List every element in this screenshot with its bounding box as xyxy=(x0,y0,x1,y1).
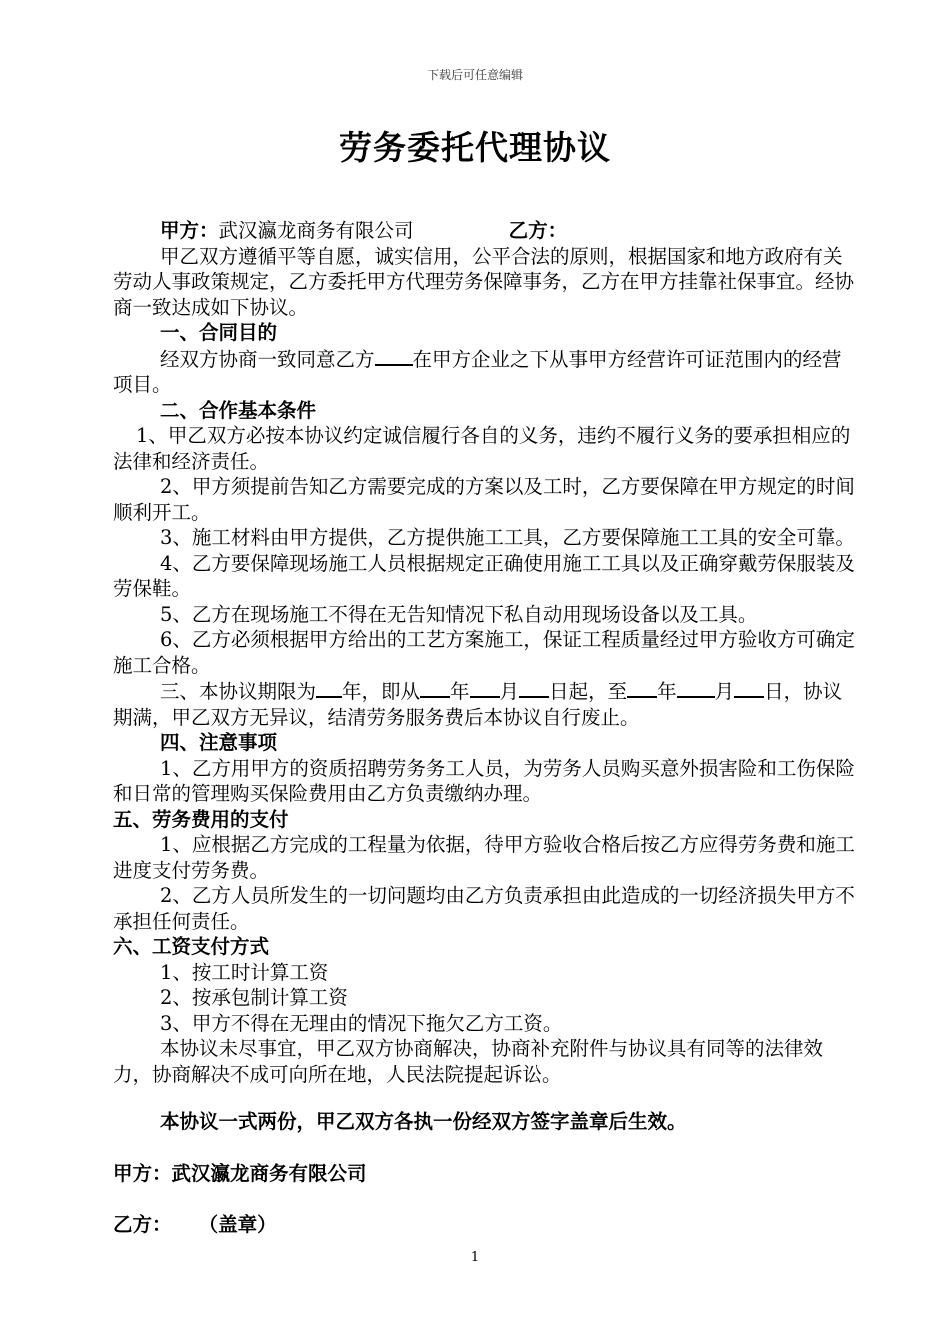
section-5-item-1: 1、应根据乙方完成的工程量为依据，待甲方验收合格后按乙方应得劳务费和施工进度支付劳务费。 xyxy=(113,833,855,882)
section-2-item-5: 5、乙方在现场施工不得在无告知情况下私自动用现场设备以及工具。 xyxy=(160,602,758,626)
signature-party-b: 乙方： （盖章） xyxy=(113,1213,277,1236)
blank-field xyxy=(734,678,764,698)
blank-field xyxy=(470,678,500,698)
section-3-paragraph: 三、本协议期限为 年，即从 年 月 日起，至 年 月 日，协议期满，甲乙双方无异议，结清劳务服务费后本协议自行废止。 xyxy=(113,680,843,729)
section-2-item-3: 3、施工材料由甲方提供，乙方提供施工工具，乙方要保障施工工具的安全可靠。 xyxy=(160,526,855,549)
blank-field xyxy=(420,678,450,698)
party-b-label: 乙方： xyxy=(508,219,568,242)
section-2-item-4: 4、乙方要保障现场施工人员根据规定正确使用施工工具以及正确穿戴劳保服装及劳保鞋。 xyxy=(113,551,855,600)
section-1-heading: 一、合同目的 xyxy=(160,321,278,344)
seal-placeholder: （盖章） xyxy=(198,1213,277,1236)
page-number: 1 xyxy=(470,1250,480,1265)
section-2-item-1: 1、甲乙双方必按本协议约定诚信履行各自的义务，违约不履行义务的要承担相应的法律和经济责任。 xyxy=(113,424,851,473)
blank-field xyxy=(375,346,413,366)
closing-paragraph: 本协议未尽事宜，甲乙双方协商解决，协商补充附件与协议具有同等的法律效力，协商解决不成可向所在地，人民法院提起诉讼。 xyxy=(113,1037,824,1086)
section-4-item-1: 1、乙方用甲方的资质招聘劳务务工人员，为劳务人员购买意外损害险和工伤保险和日常的管理购买保险费用由乙方负责缴纳办理。 xyxy=(113,756,855,805)
intro-paragraph: 甲乙双方遵循平等自愿，诚实信用，公平合法的原则，根据国家和地方政府有关劳动人事政策规定，乙方委托甲方代理劳务保障事务，乙方在甲方挂靠社保事宜。经协商一致达成如下协议。 xyxy=(113,244,855,319)
section-1-text: 经双方协商一致同意乙方 在甲方企业之下从事甲方经营许可证范围内的经营项目。 xyxy=(113,347,842,396)
blank-field xyxy=(316,678,342,698)
document-body xyxy=(113,218,861,1238)
party-a-label: 甲方： xyxy=(160,219,219,242)
parties-line xyxy=(113,218,861,244)
section-2-item-2: 2、甲方须提前告知乙方需要完成的方案以及工时，乙方要保障在甲方规定的时间顺利开工。 xyxy=(113,475,855,524)
section-6-heading: 六、工资支付方式 xyxy=(113,935,270,958)
section-6-item-3: 3、甲方不得在无理由的情况下拖欠乙方工资。 xyxy=(160,1011,563,1035)
party-a-name: 武汉瀛龙商务有限公司 xyxy=(218,219,414,242)
effective-clause: 本协议一式两份，甲乙双方各执一份经双方签字盖章后生效。 xyxy=(160,1110,687,1133)
section-5-heading: 五、劳务费用的支付 xyxy=(113,807,289,831)
section-6-item-1: 1、按工时计算工资 xyxy=(160,960,329,984)
document-title: 劳务委托代理协议 xyxy=(339,128,611,167)
section-2-item-6: 6、乙方必须根据甲方给出的工艺方案施工，保证工程质量经过甲方验收方可确定施工合格。 xyxy=(113,628,855,677)
section-4-heading: 四、注意事项 xyxy=(160,731,278,754)
blank-field xyxy=(627,678,657,698)
section-5-item-2: 2、乙方人员所发生的一切问题均由乙方负责承担由此造成的一切经济损失甲方不承担任何责任。 xyxy=(113,884,855,933)
section-2-heading: 二、合作基本条件 xyxy=(160,398,317,422)
blank-field xyxy=(677,678,715,698)
section-6-item-2: 2、按承包制计算工资 xyxy=(160,986,348,1009)
signature-party-a: 甲方：武汉瀛龙商务有限公司 xyxy=(113,1161,367,1185)
blank-field xyxy=(519,678,549,698)
header-note: 下载后可任意编辑 xyxy=(426,68,523,82)
